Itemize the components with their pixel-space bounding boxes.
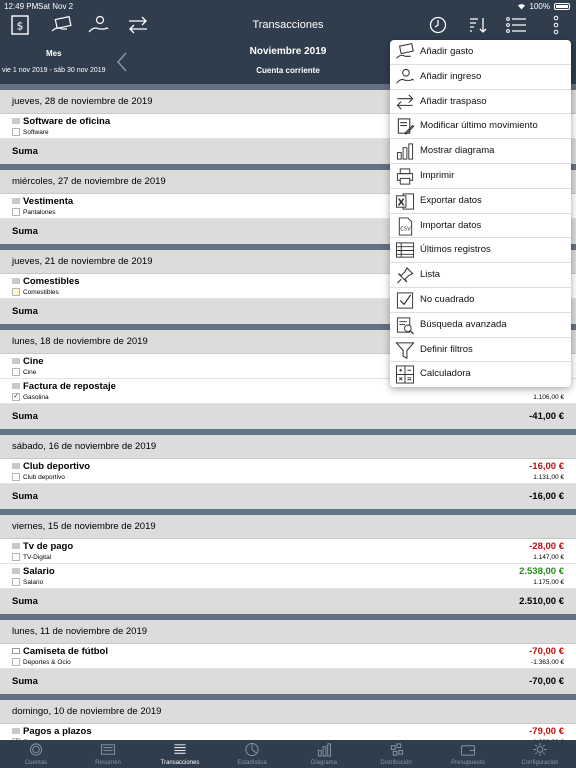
list-icon [505,16,527,34]
wifi-icon [517,3,526,10]
table-row[interactable] [0,644,576,669]
list-icon [172,742,188,757]
folder-icon [12,728,20,734]
tab-label: Configuración [521,760,559,766]
transaction-amount: -28,00 € [529,541,564,552]
folder-icon [12,358,20,364]
menu-item-label: No cuadrado [420,293,475,305]
reconcile-checkbox[interactable] [12,553,20,561]
transfer-arrows-icon [395,93,415,112]
transaction-name: Salario [23,566,55,577]
menu-item-label: Mostrar diagrama [420,145,495,157]
menu-item-checkbox-check[interactable] [390,288,571,313]
folder-icon [12,383,20,389]
transaction-name: Cine [23,356,44,367]
tab-transacciones[interactable] [144,740,216,768]
reconcile-checkbox[interactable] [12,578,20,586]
day-header: miércoles, 27 de noviembre de 2019 [0,170,576,194]
transaction-name: Camiseta de fútbol [23,646,108,657]
tab-configuracion[interactable] [504,740,576,768]
menu-item-label: Definir filtros [420,343,473,355]
sort-button[interactable] [466,14,490,36]
menu-item-label: Añadir ingreso [420,70,482,82]
table-row[interactable] [0,459,576,484]
reconcile-checkbox[interactable] [12,288,20,296]
csv-file-icon [395,217,415,236]
sum-label: Suma [12,676,38,687]
transaction-name: Comestibles [23,276,80,287]
transaction-name: Factura de repostaje [23,381,116,392]
reconcile-checkbox[interactable] [12,473,20,481]
battery-icon [554,3,570,10]
transaction-amount: -70,00 € [529,646,564,657]
menu-item-edit-document[interactable] [390,114,571,139]
running-balance: 1.106,00 € [533,394,564,401]
transaction-amount: -16,00 € [529,461,564,472]
bar-chart-icon [316,742,332,757]
folder-icon [12,198,20,204]
transaction-name: Software de oficina [23,116,111,127]
coins-icon [28,742,44,757]
table-row[interactable] [0,539,576,564]
day-sum-row [0,669,576,694]
hand-coin-icon [395,68,415,87]
tab-bar [0,740,576,768]
pie-icon [244,742,260,757]
tab-label: Transacciones [160,760,200,766]
menu-item-hand-coin[interactable] [390,65,571,90]
status-right [517,2,570,11]
transaction-amount: 2.538,00 € [519,566,564,577]
edit-document-icon [395,117,415,136]
menu-item-transfer-arrows[interactable] [390,90,571,115]
day-header: lunes, 11 de noviembre de 2019 [0,620,576,644]
sum-label: Suma [12,226,38,237]
summary-icon [100,742,116,757]
reconcile-checkbox[interactable] [12,368,20,376]
day-header: jueves, 28 de noviembre de 2019 [0,90,576,114]
transaction-category: Cine [23,369,37,376]
envelope-icon [12,648,20,654]
menu-item-label: Añadir traspaso [420,95,487,107]
svg-text:X: X [397,197,405,209]
menu-item-calculator[interactable] [390,362,571,387]
menu-item-label: Modificar último movimiento [420,120,538,132]
list-icon [395,241,415,260]
sum-value: -41,00 € [529,411,564,422]
menu-item-bar-chart[interactable] [390,139,571,164]
day-sum-row [0,589,576,614]
tab-estadistica[interactable] [216,740,288,768]
transaction-category: Salario [23,579,44,586]
battery-percent: 100% [529,2,550,11]
running-balance: 1.147,00 € [533,554,564,561]
running-balance: 1.175,00 € [533,579,564,586]
menu-item-label: Añadir gasto [420,46,474,57]
transaction-name: Tv de pago [23,541,74,552]
day-header: lunes, 18 de noviembre de 2019 [0,330,576,354]
printer-icon [395,167,415,186]
transaction-category: Software [23,129,49,136]
sum-value: -70,00 € [529,676,564,687]
excel-icon [395,192,415,211]
day-header: viernes, 15 de noviembre de 2019 [0,515,576,539]
tab-label: Diagrama [310,760,337,766]
tab-label: Presupuesto [451,760,485,766]
transaction-name: Club deportivo [23,461,91,472]
status-time: 12:49 PM [4,2,39,11]
menu-item-label: Imprimir [420,169,455,181]
sum-label: Suma [12,146,38,157]
reconcile-checkbox[interactable] [12,658,20,666]
svg-text:$: $ [16,19,24,33]
transaction-name: Vestimenta [23,196,74,207]
sum-label: Suma [12,306,38,317]
transaction-category: Pantalones [23,209,56,216]
status-bar [0,0,576,12]
filter-icon [395,341,415,360]
folder-icon [12,463,20,469]
date-range: vie 1 nov 2019 - sáb 30 nov 2019 [2,67,106,74]
more-options-button[interactable] [544,14,568,36]
account-label[interactable]: Cuenta corriente [256,66,320,75]
day-sum-row [0,484,576,509]
tab-cuentas[interactable] [0,740,72,768]
sum-label: Suma [12,411,38,422]
clock-icon [429,16,447,34]
pin-icon [395,266,415,285]
tab-label: Distribución [380,760,412,766]
day-header: jueves, 21 de noviembre de 2019 [0,250,576,274]
folder-icon [12,118,20,124]
menu-item-search-document[interactable] [390,313,571,338]
bar-chart-icon [395,142,415,161]
transaction-category: TV-Digital [23,554,52,561]
menu-item-label: Exportar datos [420,194,482,206]
menu-item-pin[interactable] [390,263,571,288]
running-balance: 1.131,00 € [533,474,564,481]
menu-item-card-hand[interactable] [390,40,571,65]
options-menu [390,40,571,387]
sum-label: Suma [12,596,38,607]
status-date: Sat Nov 2 [38,2,74,11]
transaction-category: Comestibles [23,289,59,296]
folder-icon [12,543,20,549]
card-hand-icon [395,43,415,62]
menu-item-printer[interactable] [390,164,571,189]
transaction-name: Pagos a plazos [23,726,92,737]
transaction-category: Deportes & Ocio [23,659,71,666]
wallet-icon [460,742,476,757]
menu-item-label: Lista [420,269,441,281]
menu-item-label: Importar datos [420,219,482,231]
svg-text:CSV: CSV [400,225,411,232]
period-label[interactable]: Mes [46,49,62,58]
tab-label: Resumen [95,760,121,766]
distribution-icon [388,742,404,757]
sum-value: -16,00 € [529,491,564,502]
transaction-amount: -79,00 € [529,726,564,737]
sum-label: Suma [12,491,38,502]
tab-resumen[interactable] [72,740,144,768]
month-label: Noviembre 2019 [249,46,327,57]
folder-icon [12,278,20,284]
list-view-button[interactable] [504,14,528,36]
day-header: domingo, 10 de noviembre de 2019 [0,700,576,724]
tab-distribucion[interactable] [360,740,432,768]
tab-diagrama[interactable] [288,740,360,768]
menu-item-label: Últimos registros [420,244,491,256]
more-vertical-icon [552,15,560,35]
tab-label: Estadística [237,760,267,766]
reconcile-checkbox[interactable] [12,208,20,216]
calculator-icon [395,365,415,384]
history-button[interactable] [426,14,450,36]
table-row[interactable] [0,564,576,589]
day-header: sábado, 16 de noviembre de 2019 [0,435,576,459]
page-title: Transacciones [252,19,324,31]
tab-label: Cuentas [24,760,48,766]
menu-item-filter[interactable] [390,338,571,363]
reconcile-checkbox[interactable]: ✓ [13,393,19,400]
checkbox-check-icon [395,291,415,310]
menu-item-csv-file[interactable] [390,214,571,239]
reconcile-checkbox[interactable] [12,128,20,136]
sort-icon [468,16,488,34]
sum-value: 2.510,00 € [519,596,564,607]
search-document-icon [395,316,415,335]
menu-item-label: Calculadora [420,368,471,380]
transaction-category: Club deportivo [23,474,65,481]
folder-icon [12,568,20,574]
menu-item-label: Búsqueda avanzada [420,318,507,330]
menu-item-excel[interactable] [390,189,571,214]
running-balance: -1.363,00 € [531,659,564,666]
menu-item-list[interactable] [390,238,571,263]
transaction-category: Gasolina [23,394,49,401]
tab-presupuesto[interactable] [432,740,504,768]
gear-icon [532,742,548,757]
day-sum-row [0,404,576,429]
